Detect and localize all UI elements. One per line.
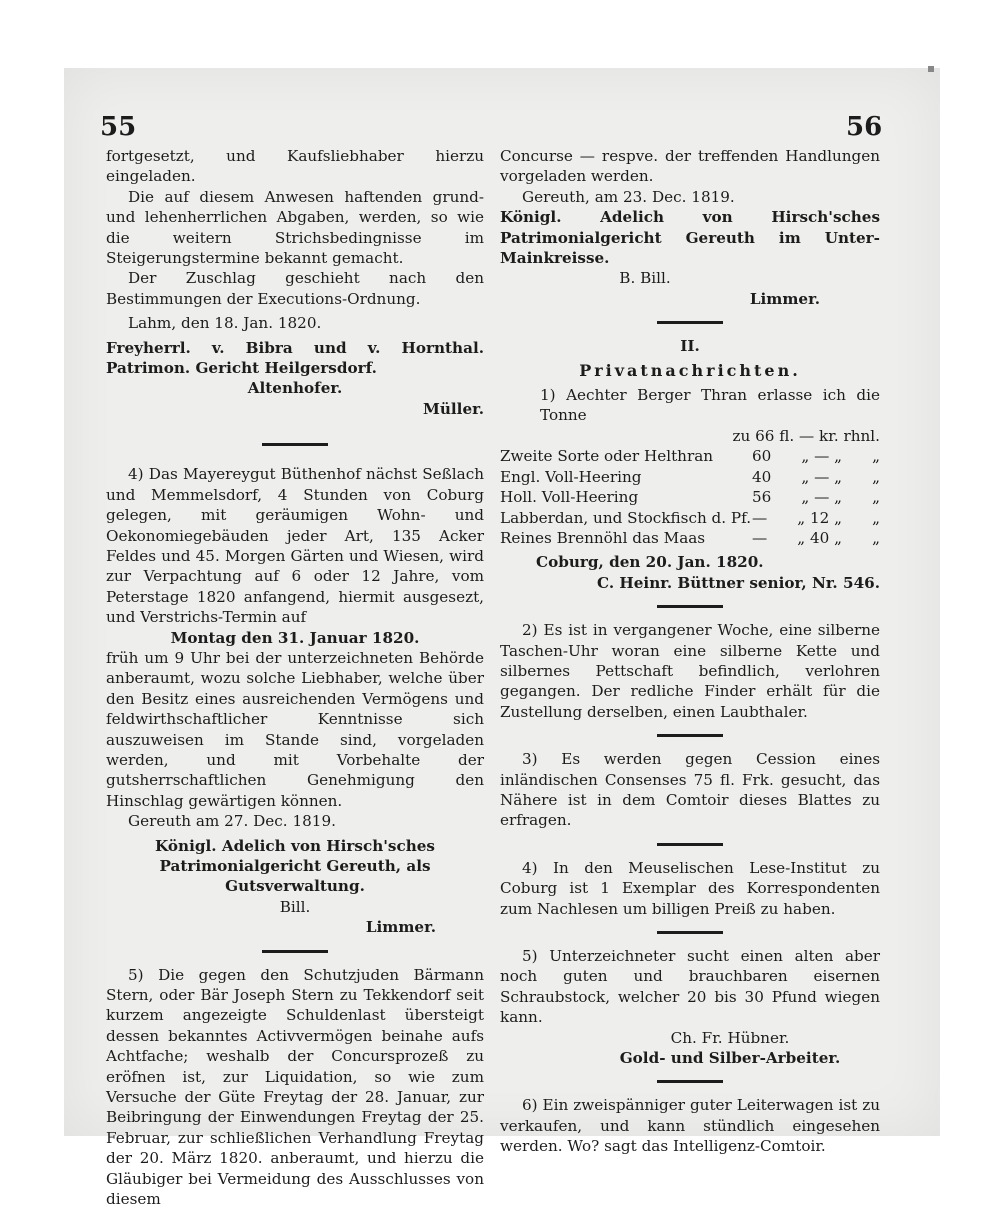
price-kr: „ 40 „ [797,528,843,547]
signature-2: Limmer. [749,289,820,308]
section-title: Privatnachrichten. [579,360,801,380]
notice-date: Gereuth, am 23. Dec. 1819. [522,187,735,206]
notice-4-body: 4) Das Mayereygut Büthenhof nächst Seßlach und Memmelsdorf, 4 Stunden von Coburg gelegen, mit geräumigen Wohn- und Oekonomiegebäuden jeder Art, 135 Acker Feldes und 45. Morgen Gärten und Wiesen, wird zur Verpachtung auf 6 oder 12 Jahre, vom Peterstage 1820 anfangend, hiermit ausgesezt, und Verstrichs-Termin auf [106,465,484,627]
section-number: II. [680,337,700,356]
notice-6: 6) Ein zweispänniger guter Leiterwagen ist zu verkaufen, und kann stündlich eingesehen werden. Wo? sagt das Intelligenz-Comtoir. [500,1096,880,1156]
price-fl: 40 [752,467,772,486]
price-item: Engl. Voll-Heering [500,467,642,486]
price-item: Holl. Voll-Heering [500,488,639,507]
price-list [500,446,880,548]
notice-4-signature-2: Limmer. [365,918,436,937]
price-item: Zweite Sorte oder Helthran [500,447,714,466]
price-unit-mark: „ [872,488,880,507]
notice-2: 2) Es ist in vergangener Woche, eine silberne Taschen-Uhr woran eine silberne Kette und silbernes Pettschaft befindlich, verlohren gegangen. Der redliche Finder erhält für die Zustellung derselben, einen Laubthaler. [500,621,880,721]
price-unit-mark: „ [872,467,880,486]
price-kr: „ — „ [801,447,843,466]
price-row [500,446,880,466]
section-divider [657,1080,723,1083]
notice-4-court: Königl. Adelich von Hirsch'sches Patrimonialgericht Gereuth, als Gutsverwaltung. [155,836,435,896]
section-divider [657,734,723,737]
section-divider [657,605,723,608]
section-divider [262,950,328,953]
price-fl: — [752,508,768,527]
price-fl: 60 [752,447,772,466]
price-values [752,446,880,466]
page-number-right: 56 [846,112,883,142]
price-values [752,528,880,548]
price-row [500,467,880,487]
intro-paragraph-2: Der Zuschlag geschieht nach den Bestimmungen der Executions-Ordnung. [106,269,484,308]
price-row [500,487,880,507]
section-divider [657,321,723,324]
notice-3: 3) Es werden gegen Cession eines inländischen Consenses 75 fl. Frk. gesucht, das Nähere ist in dem Comtoir dieses Blattes zu erfragen. [500,750,880,830]
section-divider [657,843,723,846]
price-item: Labberdan, und Stockfisch d. Pf. [500,508,752,527]
notice-4-more: früh um 9 Uhr bei der unterzeichneten Behörde anberaumt, wozu solche Liebhaber, welche über den Besitz eines ausreichenden Vermögens und feldwirthschaftlicher Kenntnisse sich auszuweisen im Stande sind, vorgeladen werden, und mit Vorbehalte der gutsherrschaftlichen Genehmigung den Hinschlag gewärtigen können. [106,648,484,810]
notice-date: Lahm, den 18. Jan. 1820. [128,314,322,333]
price-item: Reines Brennöhl das Maas [500,528,706,547]
notice-4-place: Gereuth am 27. Dec. 1819. [128,812,336,831]
price-kr: „ 12 „ [797,508,843,527]
price-kr: „ — „ [801,488,843,507]
left-column [106,146,484,1210]
notice-5: 5) Unterzeichneter sucht einen alten aber noch guten und brauchbaren eisernen Schraubstock, welcher 20 bis 30 Pfund wiegen kann. [500,947,880,1027]
notice-4-signature: Bill. [279,897,311,916]
notice-5-signature-2: Gold- und Silber-Arbeiter. [619,1049,841,1068]
notice-5-signature: Ch. Fr. Hübner. [670,1028,790,1047]
signature: B. Bill. [619,269,671,288]
intro-line: fortgesetzt, und Kaufsliebhaber hierzu eingeladen. [106,147,484,186]
price-fl: 56 [752,488,772,507]
price-values [752,508,880,528]
price-intro: 1) Aechter Berger Thran erlasse ich die Tonne [540,386,880,425]
notice-4-date: Montag den 31. Januar 1820. [170,628,420,647]
right-column [500,146,880,1157]
price-fl: — [752,528,768,547]
price-values [752,467,880,487]
court-name: Freyherrl. v. Bibra und v. Hornthal. Patrimon. Gericht Heilgersdorf. [106,338,484,378]
price-row [500,528,880,548]
price-unit-mark: „ [872,508,880,527]
price-signature: C. Heinr. Büttner senior, Nr. 546. [597,573,880,592]
signature-2: Müller. [423,399,484,418]
section-divider [262,443,328,446]
price-unit-mark: „ [872,447,880,466]
price-values [752,487,880,507]
section-divider [657,931,723,934]
price-kr: „ — „ [801,467,843,486]
intro-paragraph: Die auf diesem Anwesen haftenden grund- und lehenherrlichen Abgaben, werden, so wie die weitern Strichsbedingnisse im Steigerungstermine bekannt gemacht. [106,187,484,268]
notice-5-body: 5) Die gegen den Schutzjuden Bärmann Stern, oder Bär Joseph Stern zu Tekkendorf seit kurzem angezeigte Schuldenlast übersteigt dessen bekanntes Activvermögen beinahe aufs Achtfache; weshalb der Concursprozeß zu eröfnen ist, zur Liquidation, so wie zum Versuche der Güte Freytag der 28. Januar, zur Beibringung der Einwendungen Freytag der 25. Februar, zur schließlichen Verhandlung Freytag der 20. März 1820. anberaumt, und hierzu die Gläubiger bei Vermeidung des Ausschlusses von diesem [106,965,484,1209]
price-row [500,508,880,528]
court-name: Königl. Adelich von Hirsch'sches Patrimonialgericht Gereuth im Unter-Mainkreisse. [500,208,880,268]
scan-mark [928,66,934,72]
continuation-text: Concurse — respve. der treffenden Handlungen vorgeladen werden. [500,147,880,186]
notice-4: 4) In den Meuselischen Lese-Institut zu Coburg ist 1 Exemplar des Korrespondenten zum Nachlesen um billigen Preiß zu haben. [500,858,880,918]
page-number-left: 55 [100,112,137,142]
price-date: Coburg, den 20. Jan. 1820. [536,553,764,572]
price-unit-mark: „ [872,528,880,547]
signature: Altenhofer. [247,379,343,398]
price-unit: zu 66 fl. — kr. rhnl. [732,426,880,445]
